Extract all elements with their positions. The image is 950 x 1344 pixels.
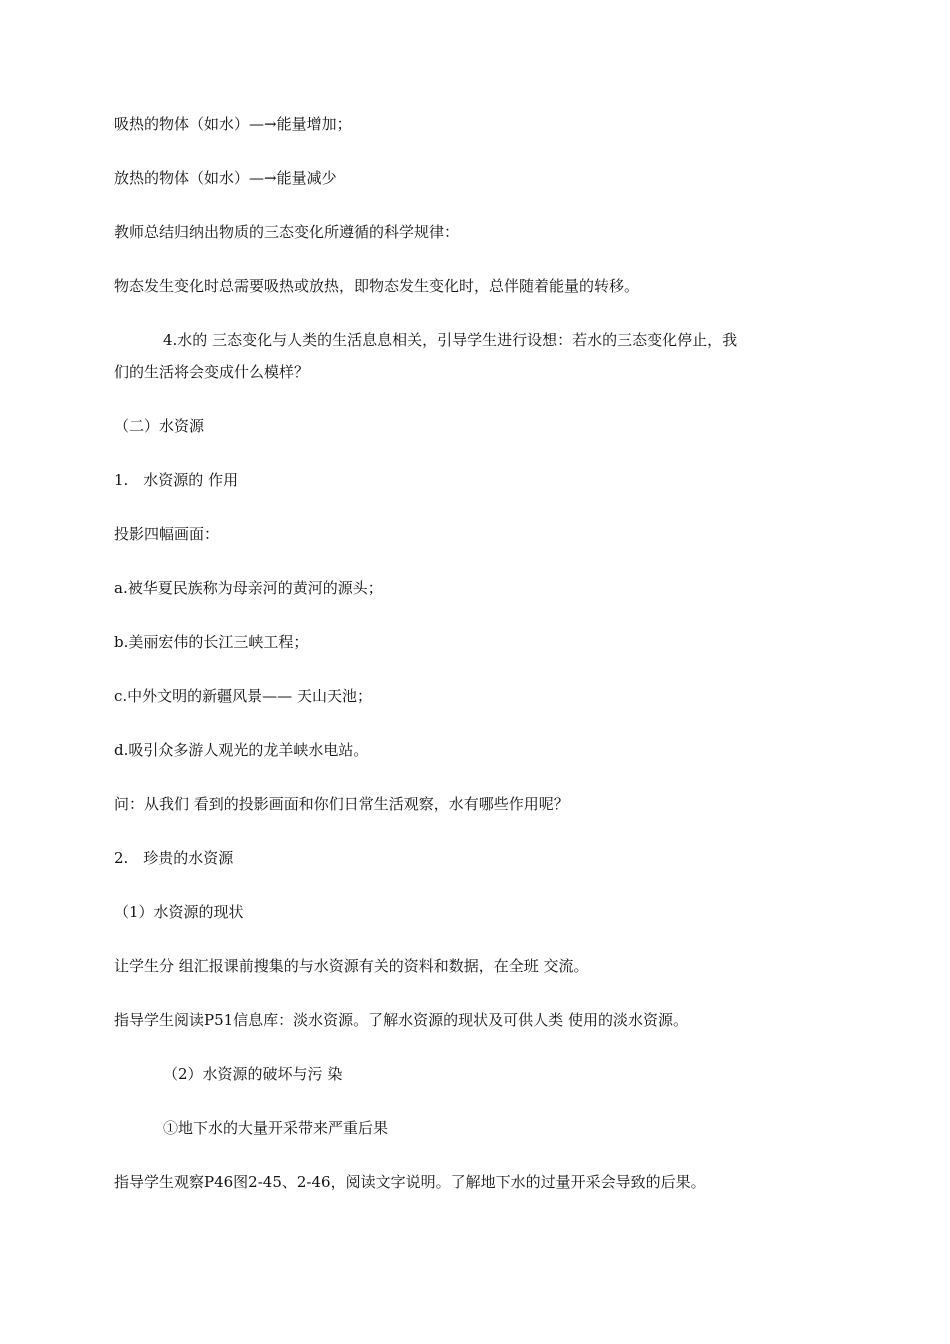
subheading-current-status: （1）水资源的现状	[114, 903, 244, 921]
list-item-c: c.中外文明的新疆风景—— 天山天池；	[114, 687, 372, 705]
paragraph-question: 问：从我们 看到的投影画面和你们日常生活观察，水有哪些作用呢？	[114, 795, 569, 813]
list-item-b: b.美丽宏伟的长江三峡工程；	[114, 633, 309, 651]
list-item-d: d.吸引众多游人观光的龙羊峡水电站。	[114, 741, 369, 759]
paragraph-item-4-continued: 们的生活将会变成什么模样？	[114, 363, 310, 381]
paragraph-reading-p51: 指导学生阅读P51信息库：淡水资源。了解水资源的现状及可供人类 使用的淡水资源。	[114, 1011, 688, 1029]
subheading-water-role: 1. 水资源的 作用	[114, 471, 239, 489]
paragraph-heat-absorb: 吸热的物体（如水）—→能量增加；	[114, 115, 352, 133]
section-heading-water-resources: （二）水资源	[114, 417, 205, 435]
paragraph-teacher-summary: 教师总结归纳出物质的三态变化所遵循的科学规律：	[114, 223, 460, 241]
paragraph-four-pictures: 投影四幅画面：	[114, 525, 220, 543]
subheading-precious-water: 2. 珍贵的水资源	[114, 849, 234, 867]
paragraph-state-change-rule: 物态发生变化时总需要吸热或放热，即物态发生变化时，总伴随着能量的转移。	[114, 277, 640, 295]
list-item-a: a.被华夏民族称为母亲河的黄河的源头；	[114, 579, 383, 597]
paragraph-observe-p46: 指导学生观察P46图2-45、2-46，阅读文字说明。了解地下水的过量开采会导致的后果。	[114, 1173, 706, 1191]
paragraph-group-report: 让学生分 组汇报课前搜集的与水资源有关的资料和数据，在全班 交流。	[114, 957, 589, 975]
paragraph-item-4: 4.水的 三态变化与人类的生活息息相关，引导学生进行设想：若水的三态变化停止，我	[163, 331, 738, 349]
paragraph-heat-release: 放热的物体（如水）—→能量减少	[114, 169, 337, 187]
subheading-groundwater: ①地下水的大量开采带来严重后果	[163, 1119, 389, 1137]
subheading-damage-pollution: （2）水资源的破坏与污 染	[163, 1065, 343, 1083]
